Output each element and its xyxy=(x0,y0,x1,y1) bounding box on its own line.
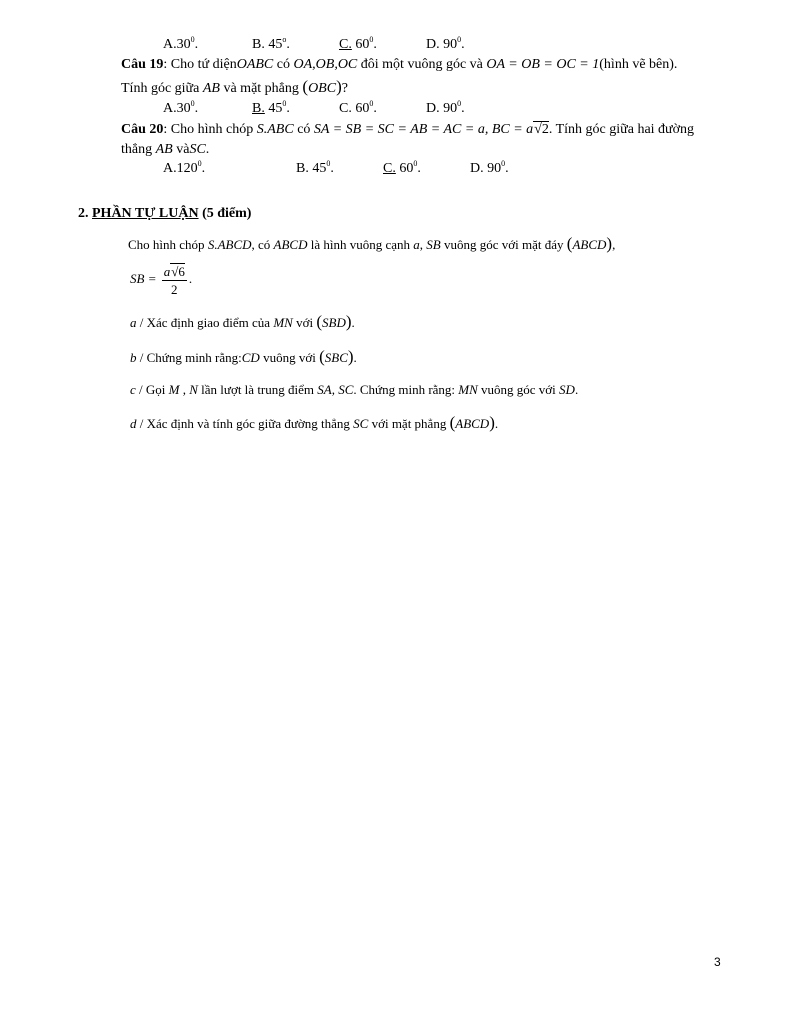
prev-option-d: D. $90^0$. xyxy=(426,35,465,52)
essay-math-plane: ABCD xyxy=(572,237,607,252)
q19-text: đôi một vuông góc và xyxy=(360,57,483,72)
sb-den: 2 xyxy=(171,281,178,297)
essay-math-pyramid: S.ABCD xyxy=(207,237,252,252)
q20-math-pyramid: S.ABC xyxy=(256,122,294,137)
section-points: (5 điểm) xyxy=(202,206,252,221)
essay-part-b: b / Chứng minh rằng:CD vuông với (SBC). xyxy=(130,347,357,366)
q19-text: ? xyxy=(341,81,348,96)
part-d-text: . xyxy=(494,416,499,431)
q19-math-equal: OA = OB = OC = 1 xyxy=(486,57,600,72)
part-c-math-sd: SD xyxy=(559,382,575,397)
q20-math-equal: SA = SB = SC = AB = AC = a, BC = a xyxy=(313,122,534,137)
sb-sqrt: √6 xyxy=(171,263,185,279)
essay-text: , xyxy=(419,237,424,252)
part-d-math: SC xyxy=(353,416,369,431)
q20-text: . xyxy=(205,142,210,157)
section-number: 2. xyxy=(78,206,89,221)
essay-math-sb: SB xyxy=(426,237,441,252)
q19-math-tetra: OABC xyxy=(236,57,274,72)
sb-fraction xyxy=(162,263,187,298)
part-b-text: / Chứng minh rằng: xyxy=(139,350,242,365)
q20-option-c-correct: C. $60^0$. xyxy=(383,159,421,176)
q19-math-edges: OA,OB,OC xyxy=(293,57,358,72)
q20-line-2 xyxy=(121,141,209,159)
part-c-text: lần lượt là trung điểm xyxy=(201,382,314,397)
sb-tail: . xyxy=(188,271,193,286)
sb-num-a: a xyxy=(163,263,171,279)
prev-option-a: $A.30^0$. xyxy=(163,35,199,52)
part-c-text: . xyxy=(574,382,579,397)
essay-text: , có xyxy=(251,237,271,252)
q20-option-d: D. $90^0$. xyxy=(470,159,509,176)
q19-option-c: C. $60^0$. xyxy=(339,99,377,116)
part-a-math: MN xyxy=(273,315,293,330)
q19-math-ab: AB xyxy=(202,81,220,96)
section-heading xyxy=(78,205,251,223)
q20-sqrt: √2 xyxy=(534,122,549,137)
q19-text: : Cho tứ diện xyxy=(163,57,237,72)
q19-text: và mặt phẳng xyxy=(223,81,299,96)
part-c-label: c xyxy=(130,382,136,397)
q20-text: thẳng xyxy=(121,142,153,157)
prev-option-b: B. 45$^o$. xyxy=(252,35,290,52)
part-d-plane: ABCD xyxy=(455,416,490,431)
essay-math-a: a xyxy=(413,237,420,252)
q20-option-a: A.120$^0$. xyxy=(163,159,206,176)
essay-math-base: ABCD xyxy=(273,237,308,252)
q19-option-a: $A.30^0$. xyxy=(163,99,199,116)
part-c-text: . Chứng minh rằng: xyxy=(353,382,456,397)
part-d-text: / Xác định và tính góc giữa đường thẳng xyxy=(139,416,350,431)
essay-text: là hình vuông cạnh xyxy=(310,237,411,252)
essay-part-d: d / Xác định và tính góc giữa đường thẳng SC với mặt phẳng (ABCD). xyxy=(130,413,499,432)
essay-sb-formula xyxy=(130,262,192,298)
page-number: 3 xyxy=(714,955,721,969)
q20-text: . Tính góc giữa hai đường xyxy=(548,122,695,137)
q19-option-d: D. $90^0$. xyxy=(426,99,465,116)
essay-text: , xyxy=(612,237,616,252)
part-a-text: với xyxy=(296,315,314,330)
q19-option-b-correct: B. $45^0$. xyxy=(252,99,290,116)
q19-text: (hình vẽ bên). xyxy=(599,57,678,72)
part-a-label: a xyxy=(130,315,137,330)
part-c-math-mn: MN xyxy=(458,382,478,397)
essay-text: vuông góc với mặt đáy xyxy=(444,237,564,252)
part-b-plane: SBC xyxy=(324,350,348,365)
q20-line-1 xyxy=(121,121,694,139)
essay-part-a: a / Xác định giao điểm của MN với (SBD). xyxy=(130,312,355,331)
part-a-text: . xyxy=(351,315,355,330)
part-b-text: . xyxy=(353,350,357,365)
q20-text: và xyxy=(176,142,190,157)
part-a-plane: SBD xyxy=(322,315,346,330)
essay-text: Cho hình chóp xyxy=(128,237,205,252)
part-b-math: CD xyxy=(241,350,260,365)
q20-text: có xyxy=(297,122,311,137)
part-d-label: d xyxy=(130,416,137,431)
part-b-label: b xyxy=(130,350,137,365)
section-title: PHẦN TỰ LUẬN xyxy=(92,206,199,221)
part-c-math-points: M , N xyxy=(168,382,198,397)
q20-math-ab: AB xyxy=(155,142,173,157)
part-a-text: / Xác định giao điểm của xyxy=(139,315,271,330)
q19-text: Tính góc giữa xyxy=(121,81,200,96)
essay-intro: Cho hình chóp S.ABCD, có ABCD là hình vuông cạnh a, SB vuông góc với mặt đáy (ABCD), xyxy=(128,234,616,253)
q20-label: Câu 20 xyxy=(121,122,164,137)
q19-text: có xyxy=(276,57,290,72)
q20-option-b: B. $45^0$. xyxy=(296,159,334,176)
q19-line-2: Tính góc giữa AB và mặt phẳng (OBC)? xyxy=(121,77,348,96)
q19-math-plane: OBC xyxy=(308,81,337,96)
essay-part-c xyxy=(130,381,578,399)
prev-option-c-correct: C. $60^0$. xyxy=(339,35,377,52)
part-c-text: vuông góc với xyxy=(481,382,556,397)
q20-math-sc: SC xyxy=(189,142,206,157)
part-b-text: vuông với xyxy=(263,350,316,365)
sb-lhs: SB = xyxy=(130,271,157,286)
q20-text: : Cho hình chóp xyxy=(163,122,254,137)
q19-label: Câu 19 xyxy=(121,57,164,72)
part-d-text: với mặt phẳng xyxy=(371,416,447,431)
part-c-math-segments: SA, SC xyxy=(317,382,354,397)
part-c-text: / Gọi xyxy=(139,382,166,397)
q19-line-1 xyxy=(121,56,677,74)
